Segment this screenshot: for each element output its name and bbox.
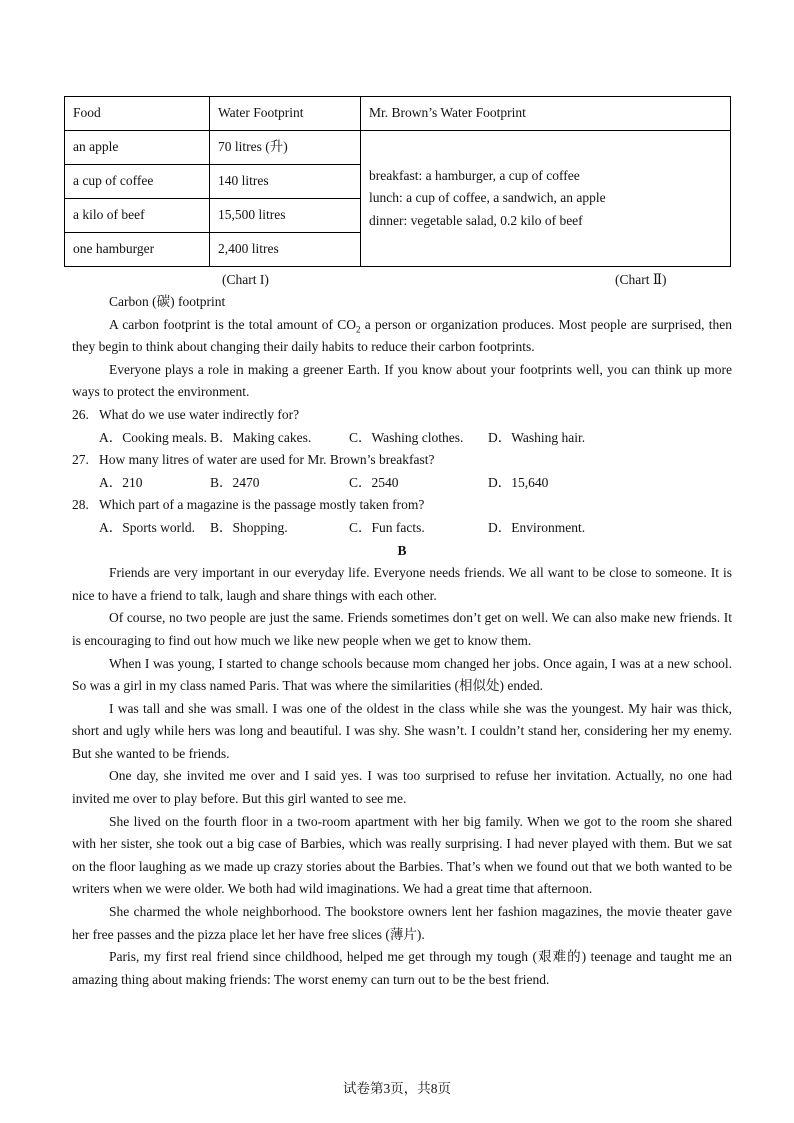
mr-brown-meals-cell [361,131,731,267]
meal-dinner: dinner: vegetable salad, 0.2 kilo of beef [369,212,583,228]
water-cell: 70 litres (升) [210,131,361,165]
header-mr-brown: Mr. Brown’s Water Footprint [361,97,731,131]
header-food: Food [65,97,210,131]
page-content [72,96,732,991]
question-number: 26. [72,406,89,422]
option-a: A．Cooking meals. [99,429,207,445]
meal-breakfast: breakfast: a hamburger, a cup of coffee [369,167,580,183]
option-b: B．2470 [210,474,260,490]
carbon-footprint-title: Carbon (碳) footprint [109,294,226,309]
question-number: 27. [72,452,89,468]
option-d: D．15,640 [488,474,549,490]
passage-paragraph: Paris, my first real friend since childhood, helped me get through my tough (艰难的) teenage and taught me an amazing thing about making friends: The worst enemy can turn out to be the best friend. [72,949,732,987]
question-27 [72,449,732,472]
question-28 [72,494,732,517]
option-d: D．Washing hair. [488,429,586,445]
water-footprint-table [64,96,731,267]
header-water-footprint: Water Footprint [210,97,361,131]
question-text: How many litres of water are used for Mr. Brown’s breakfast? [99,452,435,468]
passage-paragraph: I was tall and she was small. I was one of the oldest in the class while she was the youngest. My hair was thick, short and ugly while hers was long and beautiful. I was shy. She wasn’t. I couldn’t stand her, considering her my enemy. But she wanted to be friends. [72,700,732,761]
food-cell: one hamburger [65,233,210,267]
passage-paragraph: Friends are very important in our everyday life. Everyone needs friends. We all want to be close to someone. It is nice to have a friend to talk, laugh and share things with each other. [72,565,732,603]
question-26 [72,404,732,427]
option-b: B．Shopping. [210,519,288,535]
chart-caption-right: (Chart Ⅱ) [615,272,667,287]
passage-paragraph: She charmed the whole neighborhood. The bookstore owners lent her fashion magazines, the movie theater gave her free passes and the pizza place let her have free slices (薄片). [72,904,732,942]
carbon-paragraph-2: Everyone plays a role in making a greener Earth. If you know about your footprints well, you can think up more ways to protect the environment. [72,361,732,400]
passage-paragraph: Of course, no two people are just the same. Friends sometimes don’t get on well. We can also make new friends. It is encouraging to find out how much we like new people when we get to know them. [72,610,732,648]
carbon-paragraph-1 [72,314,732,359]
table-row [65,131,731,165]
chart-caption-left: (Chart I) [222,272,269,287]
chart-captions [72,267,732,291]
passage-paragraph: She lived on the fourth floor in a two-room apartment with her big family. When we got to the room she shared with her sister, she took out a big case of Barbies, which was really surprising. I had never played with them. But we sat on the floor laughing as we made up crazy stories about the Barbies. That’s when we found out that we both wanted to be writers when we were older. We both had wild imaginations. We had a great time that afternoon. [72,813,732,897]
question-text: What do we use water indirectly for? [99,406,300,422]
table-header-row [65,97,731,131]
co2-subscript: 2 [356,324,361,335]
food-cell: an apple [65,131,210,165]
meal-lunch: lunch: a cup of coffee, a sandwich, an apple [369,190,606,206]
page-footer: 试卷第3页，共8页 [343,1081,451,1096]
question-number: 28. [72,497,89,513]
option-d: D．Environment. [488,519,586,535]
carbon-p1-text: A carbon footprint is the total amount of CO [109,316,357,332]
water-cell: 2,400 litres [210,233,361,267]
option-a: A．Sports world. [99,519,196,535]
option-b: B．Making cakes. [210,429,312,445]
option-a: A．210 [99,474,143,490]
option-c: C．Fun facts. [349,519,425,535]
question-text: Which part of a magazine is the passage mostly taken from? [99,497,425,513]
water-cell: 140 litres [210,165,361,199]
passage-paragraph: One day, she invited me over and I said yes. I was too surprised to refuse her invitation. Actually, no one had invited me over to play before. But this girl wanted to see me. [72,768,732,807]
food-cell: a cup of coffee [65,165,210,199]
question-28-options [72,517,732,540]
section-b-heading: B [397,542,407,558]
question-26-options [72,427,732,450]
question-27-options [72,472,732,495]
passage-paragraph: When I was young, I started to change schools because mom changed her jobs. Once again, I was at a new school. So was a girl in my class named Paris. That was where the similarities (相似处) ended. [72,655,732,694]
option-c: C．Washing clothes. [349,429,464,445]
food-cell: a kilo of beef [65,199,210,233]
carbon-p1-text-cont: a person or organization produces. Most people are surprised, then they begin to think about changing their daily habits to reduce their carbon footprints. [72,316,732,355]
option-c: C．2540 [349,474,399,490]
water-cell: 15,500 litres [210,199,361,233]
